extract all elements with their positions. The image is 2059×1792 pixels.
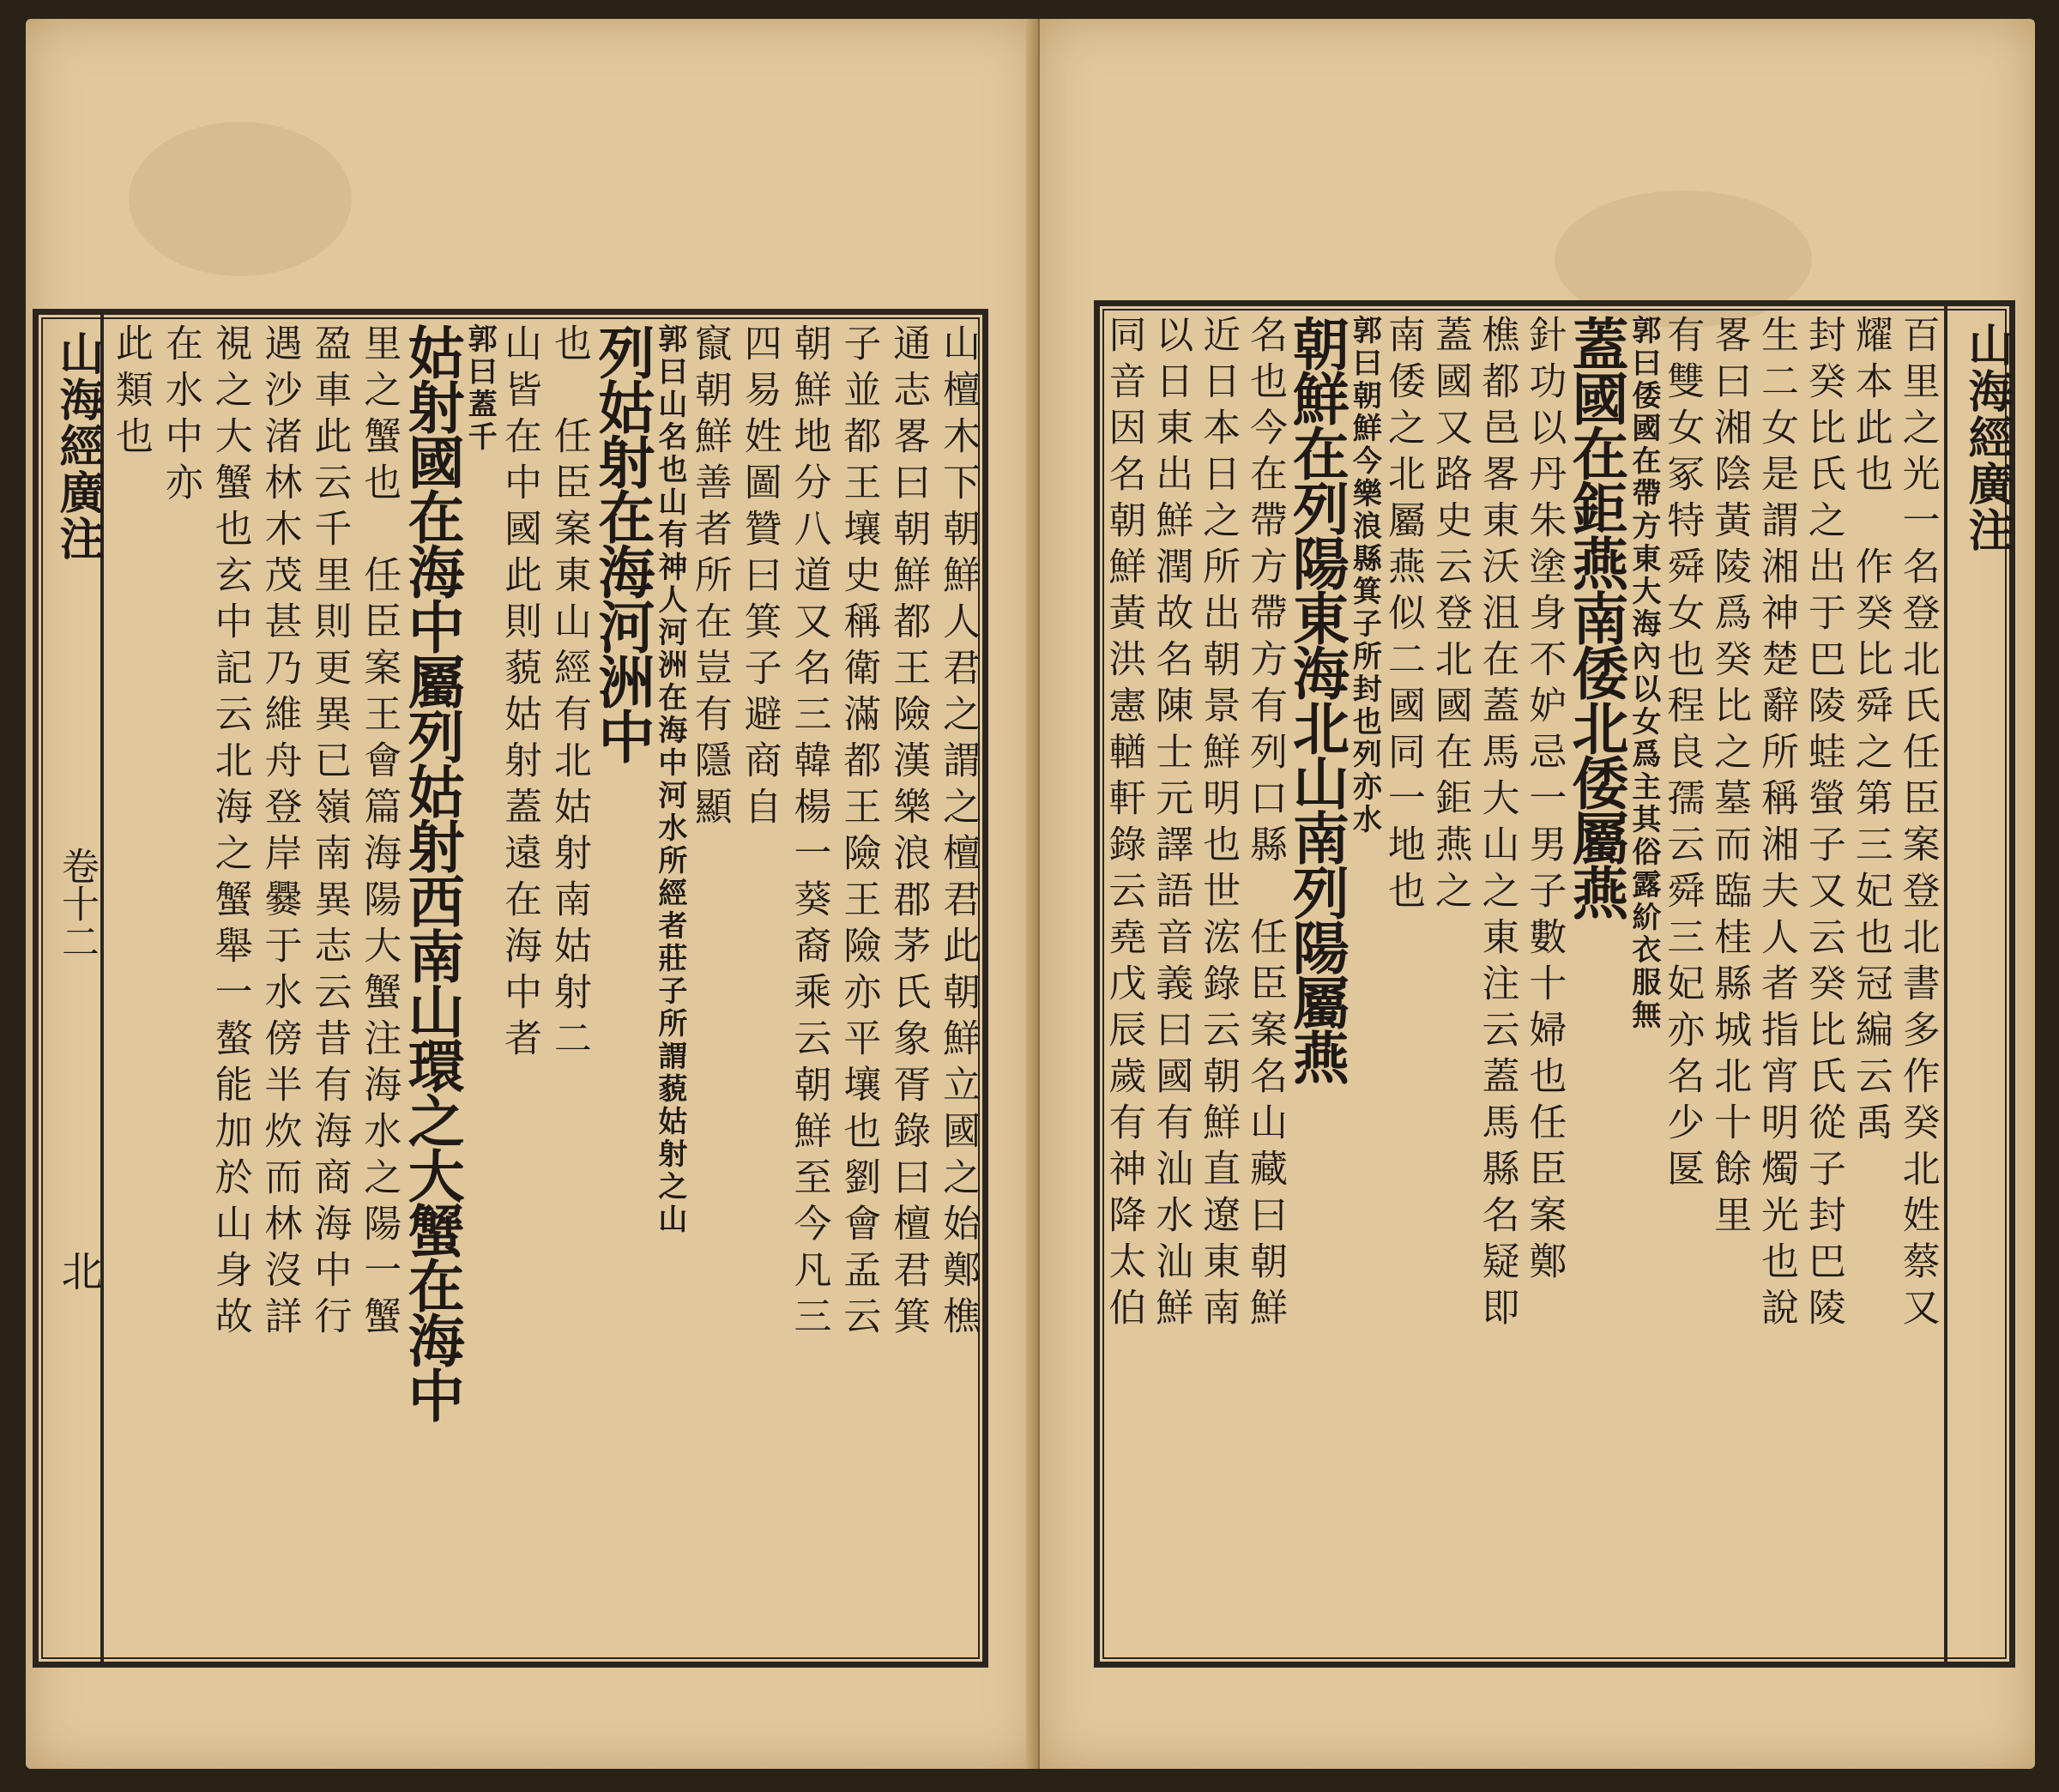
right-text-frame [1096, 302, 2014, 1666]
column-text: 通志畧曰朝鮮都王險漢樂浪郡茅氏象胥錄曰檀君箕 [886, 323, 931, 1342]
right-page [1040, 19, 2035, 1769]
inline-annotation: 郭曰山名也山有神人河洲在海中河水所經者莊子所謂藐姑射之山 [652, 323, 687, 1236]
column-text: 姑射國在海中屬列姑射西南山環之大蟹在海中 [398, 323, 466, 1421]
column-text: 以日東出鮮潤故名陳士元譯語音義曰國有汕水汕鮮 [1149, 315, 1193, 1334]
commentary-column [1473, 306, 1520, 1662]
column-text: 朝鮮地分八道又名三韓楊一葵裔乘云朝鮮至今凡三 [787, 323, 831, 1342]
right-text-body [1100, 306, 1941, 1662]
column-text: 山檀木下朝鮮人君之謂之檀君此朝鮮立國之始鄭樵 [936, 323, 981, 1342]
commentary-column [1753, 306, 1800, 1662]
column-text: 同音因名朝鮮黃洪憲輶軒錄云堯戊辰歲有神降太伯 [1102, 315, 1146, 1334]
left-text-body [106, 315, 982, 1662]
juan-number: 卷十二 [55, 847, 99, 960]
commentary-column [1658, 306, 1706, 1662]
column-text: 里之蟹也 任臣案王會篇海陽大蟹注海水之陽一蟹 [357, 323, 402, 1342]
folio-label: 北 [54, 1250, 102, 1291]
column-text: 朝鮮在列陽東海北山南列陽屬燕 [1283, 315, 1350, 1083]
block-margin-column [39, 315, 104, 1662]
column-text: 四易姓圖贊曰箕子避商自 [737, 323, 782, 833]
column-text: 山皆在中國此則藐姑射蓋遠在海中者 [498, 323, 542, 1065]
commentary-column [155, 315, 205, 1662]
column-text: 蓋國在鉅燕南倭北倭屬燕 [1561, 315, 1629, 919]
commentary-column [544, 315, 594, 1662]
commentary-column [106, 315, 155, 1662]
column-text: 名也今在帶方帶方有列口縣 任臣案名山藏曰朝鮮 [1242, 315, 1287, 1334]
column-text: 盈車此云千里則更異已嶺南異志云昔有海商海中行 [307, 323, 352, 1342]
commentary-column [833, 315, 883, 1662]
commentary-column [205, 315, 255, 1662]
commentary-column [1379, 306, 1426, 1662]
inline-annotation: 郭曰倭國在帶方東大海內以女爲主其俗露紒衣服無 [1626, 315, 1661, 1032]
column-text: 也 任臣案東山經有北姑射南姑射二 [546, 323, 591, 1065]
main-text-column [1561, 306, 1661, 1662]
commentary-column [1846, 306, 1893, 1662]
column-text: 竄朝鮮善者所在豈有隱顯 [687, 323, 732, 833]
column-text: 針功以丹朱塗身不妒忌一男子數十婦也任臣案鄭 [1522, 315, 1567, 1288]
column-text: 蓋國又路史云登北國在鉅燕之 [1428, 315, 1472, 917]
column-text: 在水中亦 [158, 323, 202, 509]
column-text: 南倭之北屬燕似二國同一地也 [1380, 315, 1425, 917]
commentary-column [353, 315, 403, 1662]
commentary-column [933, 315, 982, 1662]
commentary-column [685, 315, 734, 1662]
book-title-margin: 山海經廣注 [1960, 322, 2013, 553]
commentary-column [494, 315, 544, 1662]
column-text: 生二女是謂湘神楚辭所稱湘夫人者指宵明燭光也說 [1754, 315, 1798, 1334]
book-title-margin: 山海經廣注 [51, 330, 104, 562]
commentary-column [1147, 306, 1194, 1662]
commentary-column [1241, 306, 1289, 1662]
column-text: 此類也 [108, 323, 153, 462]
commentary-column [1100, 306, 1147, 1662]
commentary-column [1194, 306, 1241, 1662]
inline-annotation: 郭曰朝鮮今樂浪縣箕子所封也列亦水 [1347, 315, 1382, 836]
commentary-column [1893, 306, 1941, 1662]
column-text: 封癸比氏之出于巴陵蛙螢子又云癸比氏從子封巴陵 [1801, 315, 1845, 1334]
commentary-column [883, 315, 933, 1662]
main-text-column [398, 315, 498, 1662]
commentary-column [1799, 306, 1846, 1662]
column-text: 畧曰湘陰黃陵爲癸比之墓而臨桂縣城北十餘里 [1707, 315, 1752, 1241]
column-text: 遇沙渚林木茂甚乃維舟登岸爨于水傍半炊而林沒詳 [257, 323, 302, 1342]
inline-annotation: 郭曰蓋千 [462, 323, 498, 454]
column-text: 子並都王壤史稱衛滿都王險王險亦平壤也劉會孟云 [836, 323, 881, 1342]
commentary-column [1426, 306, 1473, 1662]
column-text: 百里之光一名登北氏任臣案登北書多作癸北姓蔡又 [1895, 315, 1940, 1334]
commentary-column [255, 315, 305, 1662]
commentary-column [734, 315, 784, 1662]
column-text: 列姑射在海河洲中 [588, 323, 655, 763]
column-text: 樵都邑畧東沃沮在蓋馬大山之東注云蓋馬縣名疑即 [1475, 315, 1519, 1334]
commentary-column [1706, 306, 1753, 1662]
commentary-column [304, 315, 353, 1662]
main-text-column [588, 315, 687, 1662]
paper-stain [129, 122, 352, 276]
left-page [26, 19, 1038, 1769]
commentary-column [1520, 306, 1567, 1662]
commentary-column [784, 315, 834, 1662]
column-text: 視之大蟹也玄中記云北海之蟹舉一螯能加於山身故 [208, 323, 252, 1342]
column-text: 近日本日之所出朝景鮮明也世浤錄云朝鮮直遼東南 [1196, 315, 1241, 1334]
column-text: 有雙女冢特舜女也程良孺云舜三妃亦名少匽 [1660, 315, 1705, 1195]
column-text: 耀本此也 作癸比舜之第三妃也冠編云禹 [1848, 315, 1893, 1149]
block-margin-column [1944, 306, 2013, 1662]
left-text-frame [34, 311, 987, 1666]
main-text-column [1283, 306, 1382, 1662]
